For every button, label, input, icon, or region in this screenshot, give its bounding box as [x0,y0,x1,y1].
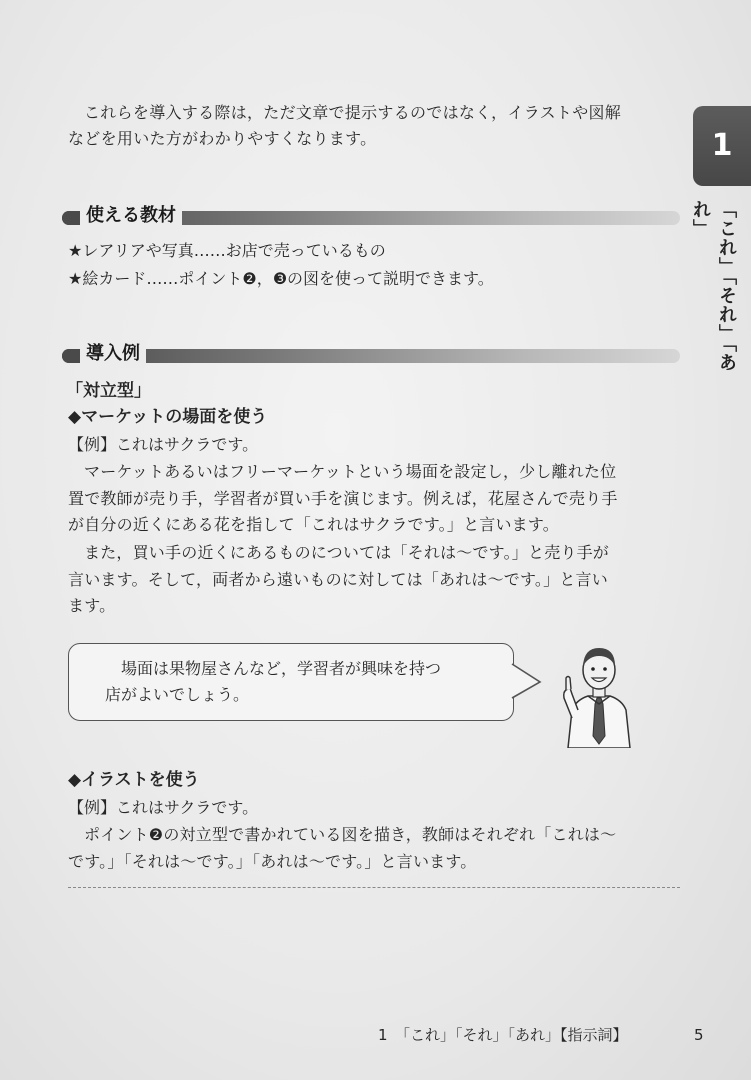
heading-bar-cap [62,211,82,225]
bubble-line: 店がよいでしょう。 [105,685,250,704]
section-title: 使える教材 [80,202,182,230]
running-footer: 1 「これ」「それ」「あれ」【指示詞】 [378,1026,628,1044]
paragraph-line: です。」「それは～です。」「あれは～です。」と言います。 [68,851,477,871]
intro-line: などを用いた方がわかりやすくなります。 [68,129,377,148]
section-title: 導入例 [80,340,146,368]
material-item: ★レアリアや写真……お店で売っているもの [68,241,386,260]
market-paragraph-2 [68,540,680,620]
chapter-tab: 1 [693,106,751,186]
example-line: 【例】これはサクラです。 [68,798,259,817]
bubble-text [105,656,505,708]
paragraph-line: 置で教師が売り手，学習者が買い手を演じます。例えば，花屋さんで売り手 [68,488,618,508]
bubble-line: 場面は果物屋さんなど，学習者が興味を持つ [121,659,442,678]
dashed-divider [68,887,680,888]
paragraph-line: ます。 [68,596,116,615]
subheading-market: ◆マーケットの場面を使う [68,407,268,427]
type-label: 「対立型」 [66,381,151,401]
market-paragraph-1 [68,459,680,539]
material-item: ★絵カード……ポイント❷，❸の図を使って説明できます。 [68,269,494,288]
paragraph-line: マーケットあるいはフリーマーケットという場面を設定し，少し離れた位 [84,462,617,481]
heading-bar [62,349,680,363]
teacher-illustration [554,638,644,748]
paragraph-line: が自分の近くにある花を指して「これはサクラです。」と言います。 [68,515,560,534]
section-heading-examples [62,344,680,366]
speech-bubble-tail [510,662,544,702]
heading-bar-cap [62,349,82,363]
page-number: 5 [694,1026,704,1044]
intro-line: これらを導入する際は，ただ文章で提示するのではなく，イラストや図解 [84,103,622,122]
chapter-side-title: 「これ」「それ」「あれ」 [690,200,737,372]
paragraph-line: また，買い手の近くにあるものについては「それは～です。」と売り手が [84,543,610,562]
speech-bubble [68,643,514,721]
paragraph-line: 言います。そして，両者から遠いものに対しては「あれは～です。」と言い [68,569,608,589]
example-line: 【例】これはサクラです。 [68,435,259,454]
paragraph-line: ポイント❷の対立型で書かれている図を描き，教師はそれぞれ「これは～ [84,825,617,844]
illustration-paragraph [68,822,680,875]
section-heading-materials [62,206,680,228]
intro-paragraph [68,100,668,152]
subheading-illustration: ◆イラストを使う [68,770,200,790]
